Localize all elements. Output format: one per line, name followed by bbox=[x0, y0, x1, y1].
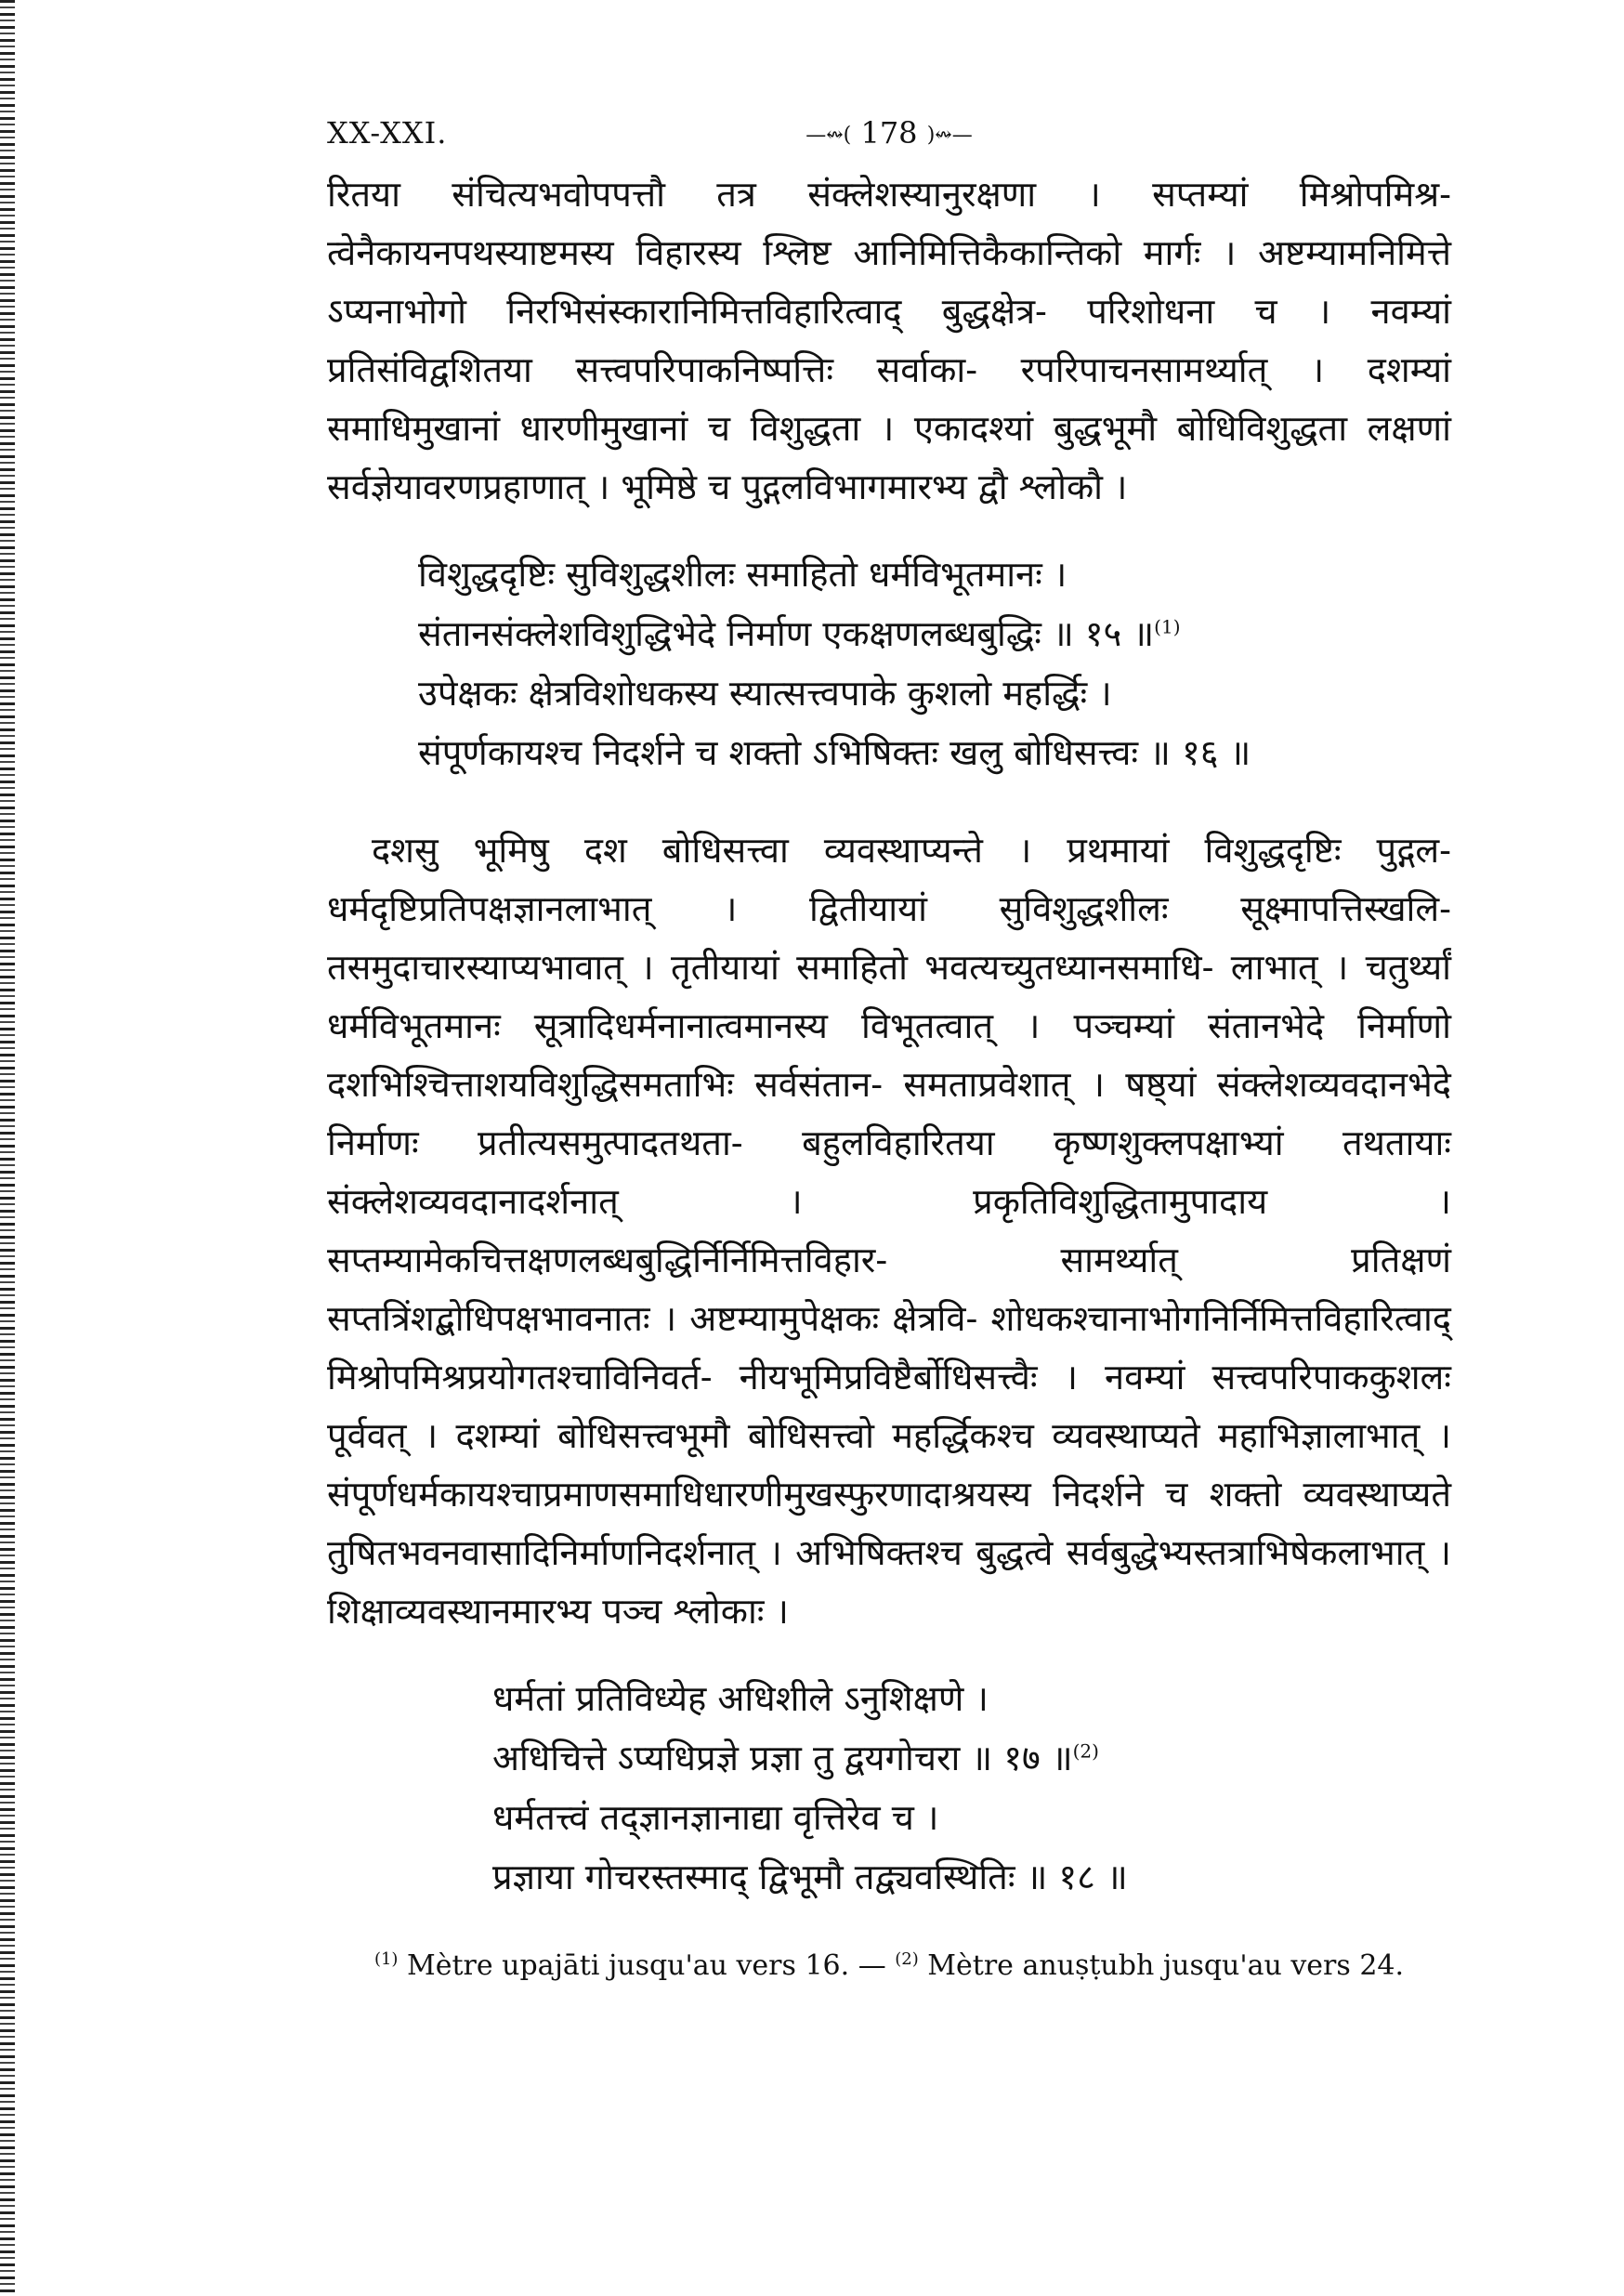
footnote-mark: (1) bbox=[1154, 615, 1181, 638]
text-line: पञ्चम्यां संतानभेदे निर्माणो दशभिश्चित्ताशयविशुद्धिसमताभिः सर्वसंतान- bbox=[327, 1005, 1451, 1105]
verse-line: उपेक्षकः क्षेत्रविशोधकस्य स्यात्सत्त्वपाके कुशलो महर्द्धिः । bbox=[418, 673, 1112, 714]
footnote-mark-1: (1) bbox=[373, 1949, 399, 1969]
ornament-left: —↭( bbox=[805, 124, 852, 147]
text-line: संपूर्णधर्मकायश्चाप्रमाणसमाधिधारणीमुखस्फुरणादाश्रयस्य निदर्शने च bbox=[327, 1474, 1188, 1515]
text-line: बुद्धत्वे सर्वबुद्धेभ्यस्तत्राभिषेकलाभात् । शिक्षाव्यवस्थानमारभ्य पञ्च श्लोकाः । bbox=[327, 1532, 1451, 1632]
verse-line-text: अधिचित्ते ऽप्यधिप्रज्ञे प्रज्ञा तु द्वयगोचरा ॥ १७ ॥ bbox=[492, 1738, 1073, 1778]
paragraph-commentary-1 bbox=[327, 165, 1451, 517]
footnote-mark-2: (2) bbox=[895, 1949, 919, 1969]
text-line: नीयभूमिप्रविष्टैर्बोधिसत्त्वैः । नवम्यां सत्त्वपरिपाककुशलः पूर्ववत् । दशम्यां bbox=[327, 1357, 1451, 1456]
page-number-block bbox=[745, 115, 1033, 151]
verse-line: संपूर्णकायश्च निदर्शने च शक्तो ऽभिषिक्तः खलु बोधिसत्त्वः ॥ १६ ॥ bbox=[418, 732, 1251, 773]
text-line: धर्मदृष्टिप्रतिपक्षज्ञानलाभात् । द्वितीयायां सुविशुद्धशीलः सूक्ष्मापत्तिस्खलि- bbox=[327, 888, 1451, 929]
page-header bbox=[327, 110, 1451, 165]
text-line: सामर्थ्यात् प्रतिक्षणं सप्तत्रिंशद्बोधिपक्षभावनातः । अष्टम्यामुपेक्षकः क्षेत्रवि- bbox=[327, 1240, 1451, 1339]
footnote-text-2: Mètre anuṣṭubh jusqu'au vers 24. bbox=[927, 1949, 1405, 1982]
text-line: तसमुदाचारस्याप्यभावात् । तृतीयायां समाहितो भवत्यच्युतध्यानसमाधि- bbox=[327, 947, 1214, 988]
verse-line: धर्मतत्त्वं तद्ज्ञानज्ञानाद्या वृत्तिरेव च । bbox=[492, 1797, 939, 1838]
verse-line-with-note bbox=[492, 1728, 1451, 1788]
text-line: शोधकश्चानाभोगनिर्निमित्तविहारित्वाद् मिश्रोपमिश्रप्रयोगतश्चाविनिवर्त- bbox=[327, 1298, 1451, 1397]
text-line: अष्टम्यामनिमित्ते ऽप्यनाभोगो निरभिसंस्कारानिमित्तविहारित्वाद् बुद्धक्षेत्र- bbox=[327, 232, 1451, 332]
text-line: शक्तो व्यवस्थाप्यते तुषितभवनवासादिनिर्माणनिदर्शनात् । अभिषिक्तश्च bbox=[327, 1474, 1451, 1573]
text-line: रितया संचित्यभवोपपत्तौ तत्र संक्लेशस्यानुरक्षणा । सप्तम्यां मिश्रोपमिश्र- bbox=[327, 174, 1451, 215]
binding-edge bbox=[0, 0, 15, 2296]
text-line: बहुलविहारितया कृष्णशुक्लपक्षाभ्यां तथतायाः संक्लेशव्यवदानादर्शनात् । bbox=[327, 1122, 1451, 1222]
text-line: प्रकृतिविशुद्धितामुपादाय । सप्तम्यामेकचित्तक्षणलब्धबुद्धिर्निर्निमित्तविहार- bbox=[327, 1181, 1451, 1280]
text-line: त्वेनैकायनपथस्याष्टमस्य विहारस्य श्लिष्ट आनिमित्तिकैकान्तिको मार्गः । bbox=[327, 232, 1237, 273]
text-line: लाभात् । चतुर्थ्यां धर्मविभूतमानः सूत्रादिधर्मनानात्वमानस्य विभूतत्वात् । bbox=[327, 947, 1451, 1046]
footnote-mark: (2) bbox=[1072, 1739, 1099, 1763]
text-line: एकादश्यां बुद्धभूमौ बोधिविशुद्धता लक्षणां सर्वज्ञेयावरणप्रहाणात् । भूमिष्ठे bbox=[327, 408, 1451, 507]
text-line: बोधिसत्त्वभूमौ बोधिसत्त्वो महर्द्धिकश्च व्यवस्थाप्यते महाभिज्ञालाभात् । bbox=[557, 1415, 1451, 1456]
text-line: दशसु भूमिषु दश बोधिसत्त्वा व्यवस्थाप्यन्ते । प्रथमायां विशुद्धदृष्टिः पुद्गल- bbox=[372, 830, 1451, 871]
text-line: परिशोधना च । नवम्यां प्रतिसंविद्वशितया सत्त्वपरिपाकनिष्पत्तिः सर्वाका- bbox=[327, 291, 1451, 390]
verse-line-with-note bbox=[418, 604, 1451, 663]
verse-block-15-16 bbox=[418, 544, 1451, 782]
running-head: XX-XXI. bbox=[327, 115, 448, 151]
verse-line-text: संतानसंक्लेशविशुद्धिभेदे निर्माण एकक्षणलब्धबुद्धिः ॥ १५ ॥ bbox=[418, 613, 1155, 654]
text-line: रपरिपाचनसामर्थ्यात् । दशम्यां समाधिमुखानां धारणीमुखानां च विशुद्धता । bbox=[327, 349, 1451, 449]
text-line: समताप्रवेशात् । षष्ठ्यां संक्लेशव्यवदानभेदे निर्माणः प्रतीत्यसमुत्पादतथता- bbox=[327, 1064, 1451, 1163]
footnote-text-1: Mètre upajāti jusqu'au vers 16. — bbox=[407, 1949, 886, 1982]
page-number: 178 bbox=[860, 115, 918, 151]
footnote bbox=[327, 1949, 1451, 1982]
verse-line: धर्मतां प्रतिविध्येह अधिशीले ऽनुशिक्षणे । bbox=[492, 1678, 989, 1719]
verse-line: विशुद्धदृष्टिः सुविशुद्धशीलः समाहितो धर्मविभूतमानः । bbox=[418, 554, 1067, 595]
ornament-right: )↭— bbox=[926, 124, 973, 147]
text-line: च पुद्गलविभागमारभ्य द्वौ श्लोकौ । bbox=[708, 466, 1128, 507]
paragraph-commentary-2 bbox=[327, 821, 1451, 1641]
verse-line: प्रज्ञाया गोचरस्तस्माद् द्विभूमौ तद्व्यवस्थितिः ॥ १८ ॥ bbox=[492, 1856, 1128, 1897]
book-page bbox=[327, 110, 1451, 1982]
verse-block-17-18 bbox=[492, 1669, 1451, 1907]
